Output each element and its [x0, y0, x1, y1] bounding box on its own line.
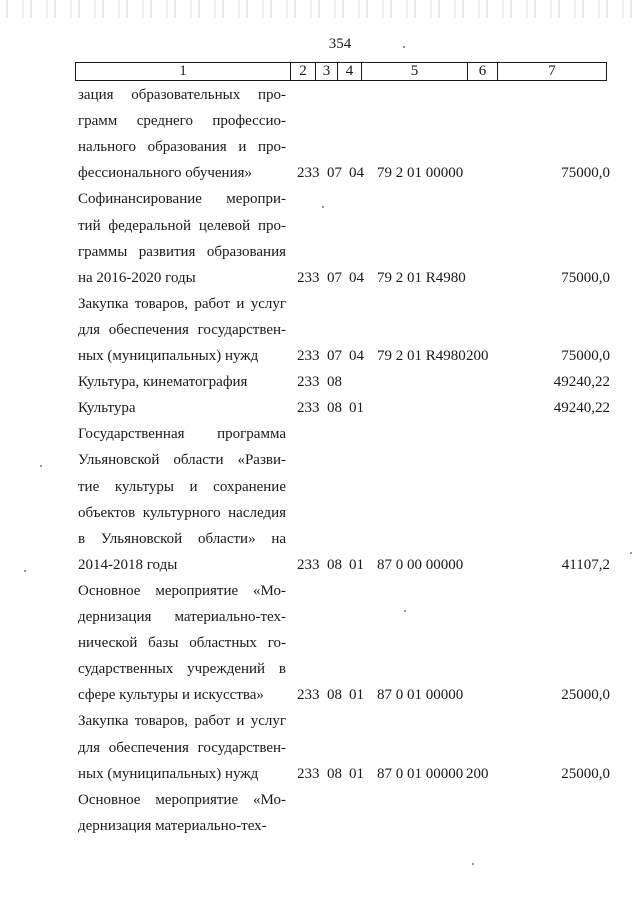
row-description: в Ульяновской области» на	[78, 530, 286, 547]
row-col-6: 200	[466, 765, 489, 782]
table-row-line	[0, 108, 640, 134]
table-row-line	[0, 500, 640, 526]
row-col-7: 49240,22	[553, 374, 610, 391]
row-col-4: 01	[349, 687, 364, 704]
scan-artifact-top	[0, 0, 640, 18]
table-row-line	[0, 761, 640, 787]
row-description: для обеспечения государствен-	[78, 739, 286, 756]
row-description: дернизация материально-тех-	[78, 817, 267, 834]
scan-speck	[40, 465, 42, 467]
column-header-4: 4	[338, 63, 362, 80]
table-row-line	[0, 160, 640, 186]
row-description: ных (муниципальных) нужд	[78, 348, 259, 364]
table-row-line	[0, 604, 640, 630]
row-col-3: 08	[327, 765, 342, 782]
table-row-line	[0, 813, 640, 839]
table-row-line	[0, 213, 640, 239]
row-col-2: 233	[297, 269, 320, 286]
scan-speck	[472, 863, 474, 865]
row-description: граммы развития образования	[78, 243, 286, 260]
table-row-line	[0, 343, 640, 369]
row-description: зация образовательных про-	[78, 87, 286, 103]
row-col-5: 79 2 01 R4980	[377, 269, 466, 286]
row-col-5: 87 0 00 00000	[377, 556, 464, 573]
row-description: ных (муниципальных) нужд	[78, 765, 259, 782]
row-col-7: 25000,0	[561, 687, 610, 704]
table-row-line	[0, 239, 640, 265]
row-col-6: 200	[466, 348, 489, 364]
row-description: Софинансирование меропри-	[78, 191, 286, 208]
row-description: Закупка товаров, работ и услуг	[78, 295, 286, 312]
row-description: сударственных учреждений в	[78, 661, 286, 678]
column-header-3: 3	[316, 63, 338, 80]
row-col-2: 233	[297, 348, 320, 364]
row-col-4: 01	[349, 765, 364, 782]
column-header-6: 6	[468, 63, 498, 80]
row-description: Закупка товаров, работ и услуг	[78, 713, 286, 730]
scan-speck	[630, 552, 632, 554]
row-col-4: 04	[349, 165, 364, 182]
scan-speck	[403, 46, 405, 48]
table-row-line	[0, 395, 640, 421]
row-description: грамм среднего профессио-	[78, 113, 286, 130]
row-col-3: 08	[327, 400, 342, 417]
table-row-line	[0, 317, 640, 343]
row-col-2: 233	[297, 765, 320, 782]
row-col-3: 08	[327, 556, 342, 573]
table-row-line	[0, 134, 640, 160]
row-description: Основное мероприятие «Мо-	[78, 791, 286, 808]
table-row-line	[0, 708, 640, 734]
row-col-4: 04	[349, 269, 364, 286]
column-header-5: 5	[362, 63, 468, 80]
scan-speck	[322, 206, 324, 208]
row-col-7: 25000,0	[561, 765, 610, 782]
row-col-2: 233	[297, 374, 320, 391]
row-description: нального образования и про-	[78, 139, 286, 156]
row-col-3: 07	[327, 269, 342, 286]
table-row-line	[0, 578, 640, 604]
row-col-7: 75000,0	[561, 348, 610, 364]
table-row-line	[0, 474, 640, 500]
column-header-7: 7	[548, 63, 556, 79]
row-col-7: 75000,0	[561, 269, 610, 286]
row-col-5: 79 2 01 R4980	[377, 348, 466, 364]
row-description: Культура	[78, 400, 136, 417]
table-row-line	[0, 682, 640, 708]
table-row-line	[0, 630, 640, 656]
row-description: дернизация материально-тех-	[78, 609, 286, 625]
row-col-2: 233	[297, 165, 320, 182]
row-description: объектов культурного наследия	[78, 504, 286, 521]
table-row-line	[0, 735, 640, 761]
row-col-2: 233	[297, 400, 320, 417]
table-row-line	[0, 656, 640, 682]
row-description: на 2016-2020 годы	[78, 269, 196, 286]
table-row-line	[0, 186, 640, 212]
row-description: тие культуры и сохранение	[78, 478, 286, 495]
table-row-line	[0, 447, 640, 473]
row-col-7: 75000,0	[561, 165, 610, 182]
table-row-line	[0, 265, 640, 291]
row-col-3: 07	[327, 165, 342, 182]
row-description: Государственная программа	[78, 426, 286, 443]
row-col-3: 08	[327, 687, 342, 704]
column-header-1: 1	[76, 63, 291, 80]
row-description: 2014-2018 годы	[78, 556, 178, 573]
table-row-line	[0, 369, 640, 395]
row-col-7: 41107,2	[561, 556, 610, 573]
row-col-3: 08	[327, 374, 342, 391]
row-col-4: 01	[349, 556, 364, 573]
row-description: для обеспечения государствен-	[78, 321, 286, 338]
row-col-2: 233	[297, 687, 320, 704]
row-description: Основное мероприятие «Мо-	[78, 582, 286, 599]
row-col-5: 79 2 01 00000	[377, 165, 464, 182]
table-row-line	[0, 82, 640, 108]
table-row-line	[0, 552, 640, 578]
scan-speck	[24, 570, 26, 572]
row-col-7: 49240,22	[553, 400, 610, 417]
table-row-line	[0, 526, 640, 552]
row-col-4: 04	[349, 348, 364, 364]
row-description: тий федеральной целевой про-	[78, 217, 286, 234]
row-description: Ульяновской области «Разви-	[78, 452, 286, 469]
row-col-2: 233	[297, 556, 320, 573]
row-col-5: 87 0 01 00000	[377, 765, 464, 782]
page-number: 354	[328, 36, 352, 52]
row-col-3: 07	[327, 348, 342, 364]
column-header-2: 2	[291, 63, 316, 80]
row-col-5: 87 0 01 00000	[377, 687, 464, 704]
row-description: Культура, кинематография	[78, 374, 248, 391]
row-description: нической базы областных го-	[78, 635, 286, 652]
table-row-line	[0, 787, 640, 813]
row-description: фессионального обучения»	[78, 165, 253, 182]
table-row-line	[0, 421, 640, 447]
row-description: сфере культуры и искусства»	[78, 687, 264, 704]
row-col-4: 01	[349, 400, 364, 417]
column-header-row	[75, 62, 607, 81]
table-row-line	[0, 291, 640, 317]
scan-speck	[404, 610, 406, 612]
